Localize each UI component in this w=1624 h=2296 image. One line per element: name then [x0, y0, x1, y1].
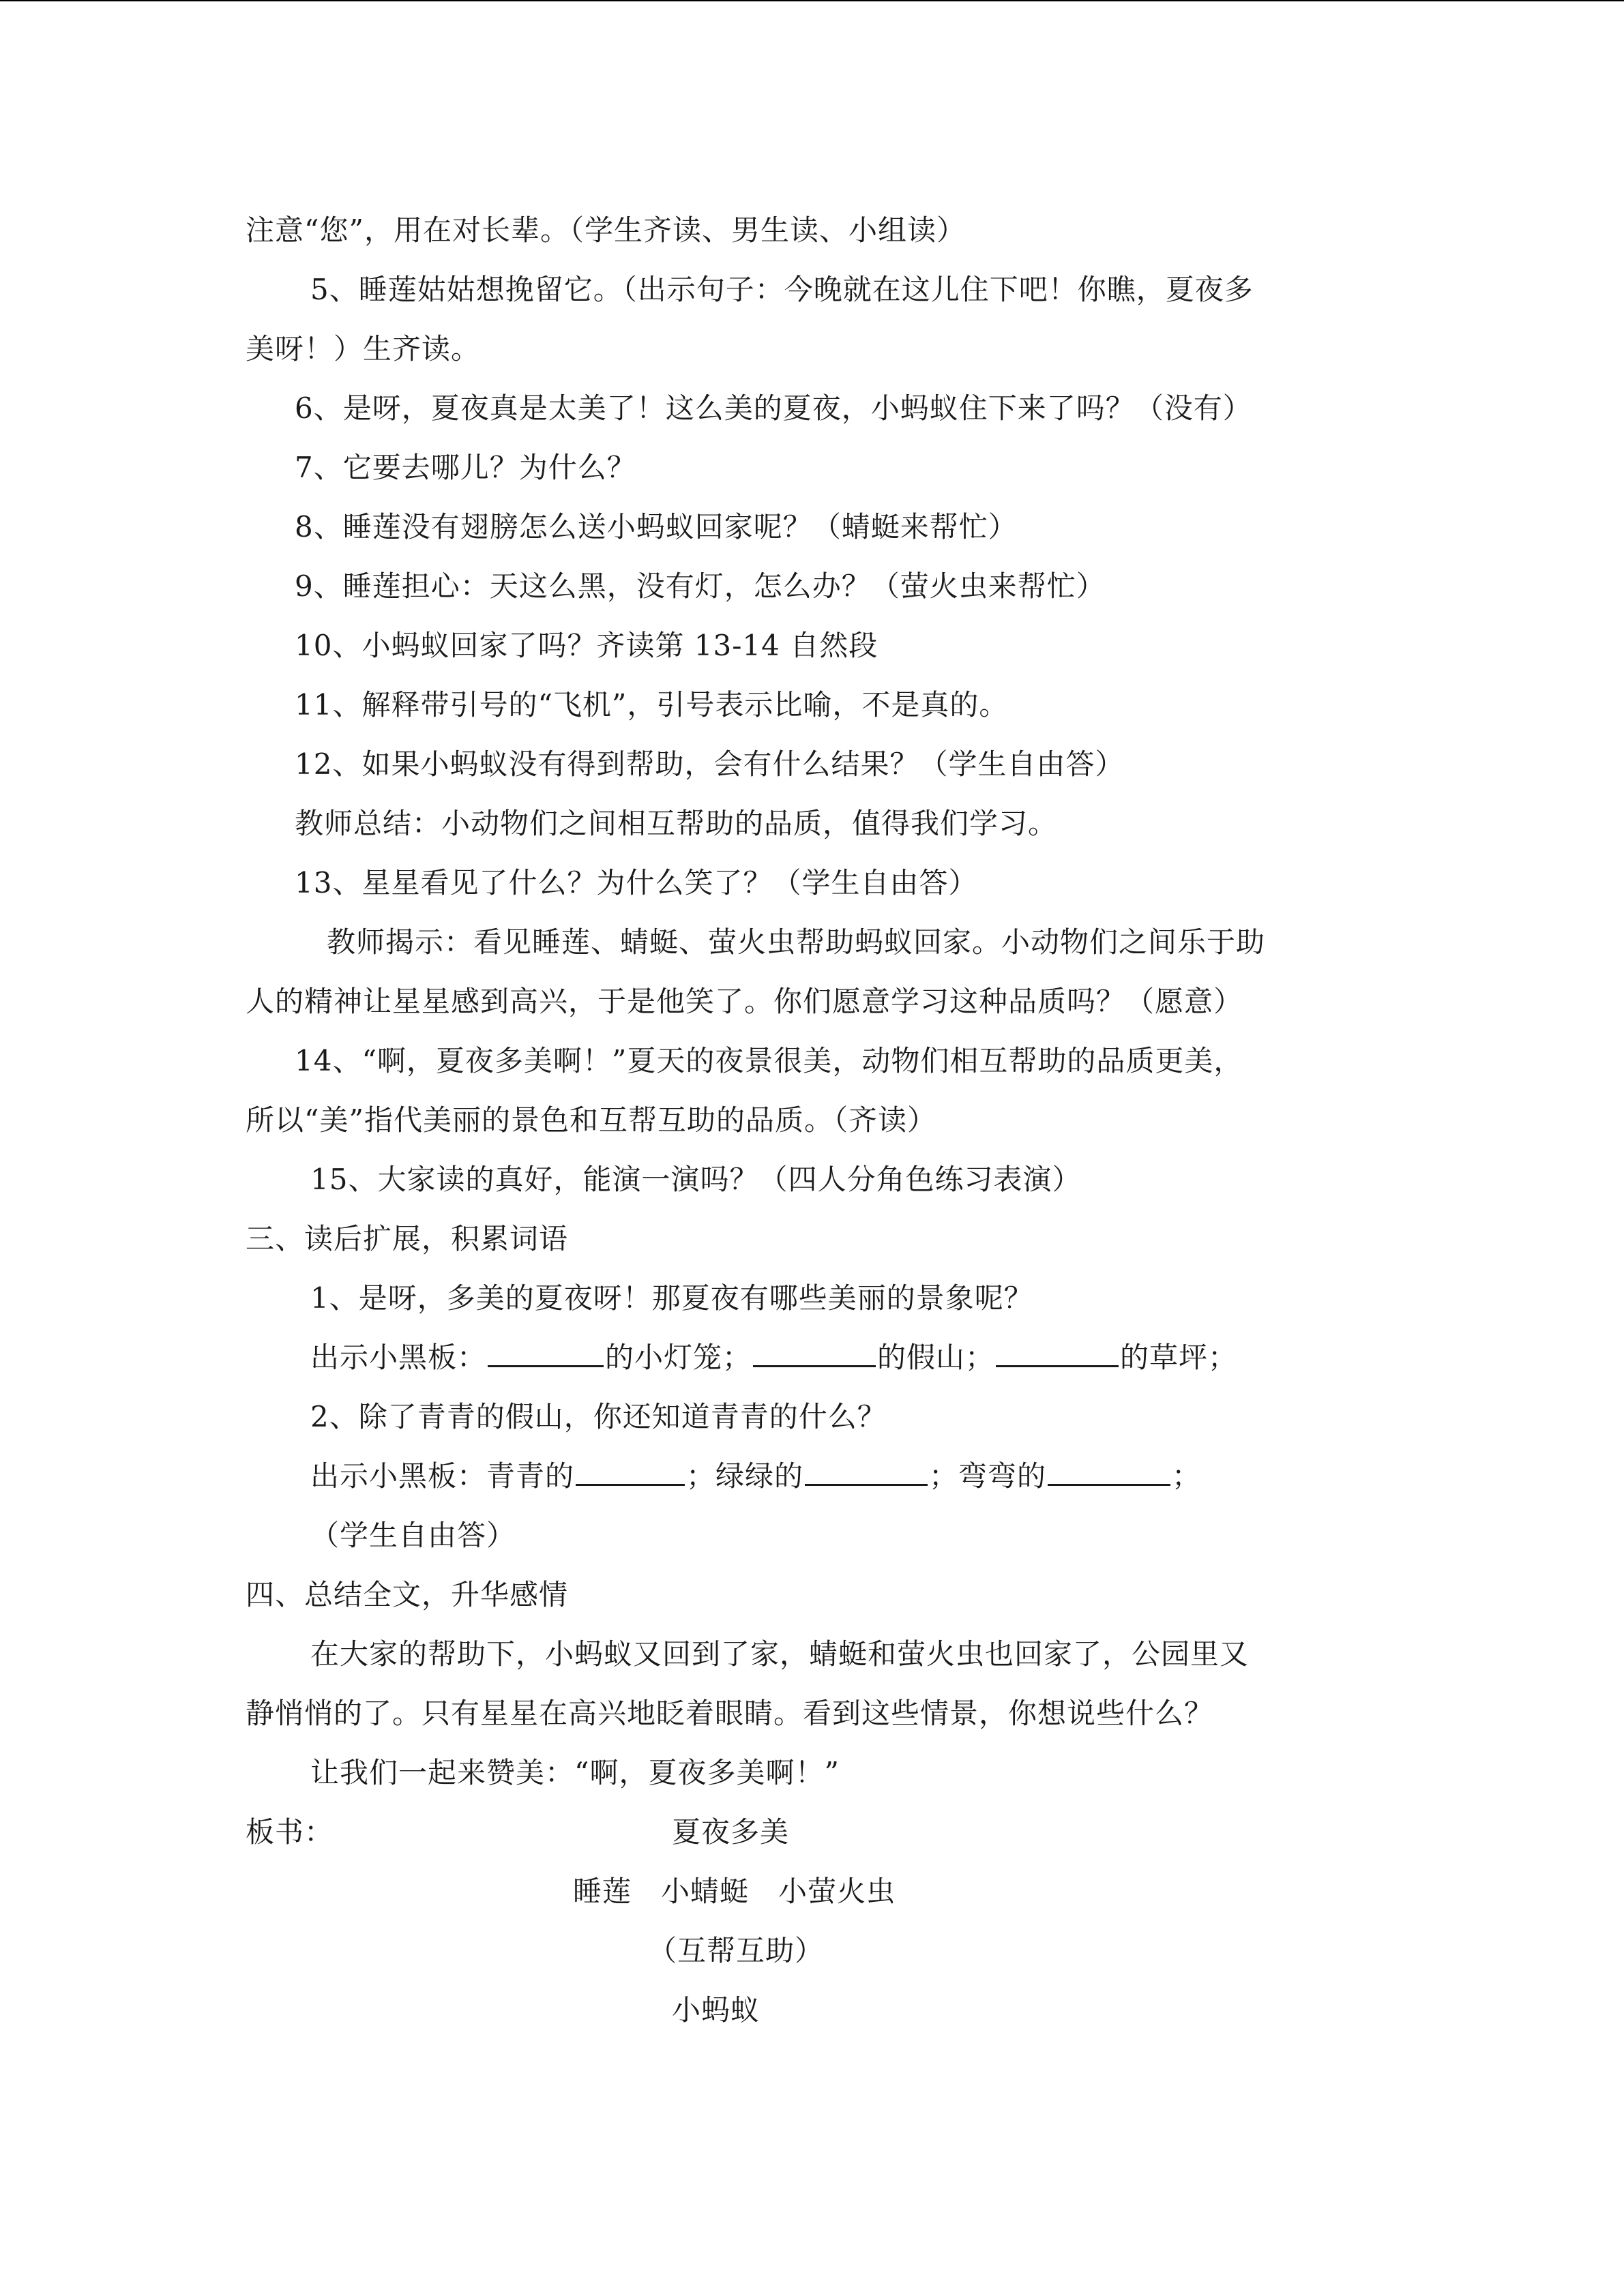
fill-prefix: 出示小黑板： — [310, 1341, 487, 1374]
fill-in-line — [310, 1341, 1237, 1375]
board-row: 小蚂蚁 — [672, 1993, 761, 2027]
fill-text: 的小灯笼； — [605, 1341, 752, 1374]
paragraph-line: 人的精神让星星感到高兴，于是他笑了。你们愿意学习这种品质吗？（愿意） — [246, 985, 1243, 1018]
paragraph-line: 在大家的帮助下，小蚂蚁又回到了家，蜻蜓和萤火虫也回家了，公园里又 — [310, 1637, 1250, 1671]
board-row: 睡莲 小蜻蜓 小萤火虫 — [573, 1875, 896, 1908]
board-row: （互帮互助） — [648, 1934, 825, 1967]
section-heading: 三、读后扩展，积累词语 — [246, 1222, 569, 1255]
fill-text: 的假山； — [877, 1341, 995, 1374]
paragraph-line: 教师揭示：看见睡莲、蜻蜓、萤火虫帮助蚂蚁回家。小动物们之间乐于助 — [327, 925, 1266, 959]
paragraph-line: 13、星星看见了什么？为什么笑了？（学生自由答） — [295, 866, 978, 899]
blank-underline — [996, 1342, 1119, 1367]
board-title: 夏夜多美 — [672, 1815, 790, 1849]
paragraph-line: 9、睡莲担心：天这么黑，没有灯，怎么办？（萤火虫来帮忙） — [295, 569, 1106, 603]
paragraph-line: 8、睡莲没有翅膀怎么送小蚂蚁回家呢？（蜻蜓来帮忙） — [295, 510, 1018, 543]
paragraph-line: 1、是呀，多美的夏夜呀！那夏夜有哪些美丽的景象呢？ — [310, 1281, 1033, 1315]
fill-prefix: 出示小黑板：青青的 — [310, 1459, 575, 1493]
blank-underline — [753, 1342, 876, 1367]
blank-underline — [1048, 1461, 1170, 1486]
fill-text: ；弯弯的 — [929, 1459, 1047, 1493]
section-heading: 四、总结全文，升华感情 — [246, 1578, 569, 1611]
board-label: 板书： — [246, 1815, 334, 1849]
paragraph-line: 14、“啊，夏夜多美啊！”夏天的夜景很美，动物们相互帮助的品质更美， — [295, 1044, 1243, 1077]
paragraph-line: 所以“美”指代美丽的景色和互帮互助的品质。（齐读） — [246, 1103, 936, 1137]
paragraph-line: 2、除了青青的假山，你还知道青青的什么？ — [310, 1400, 887, 1433]
paragraph-line: 12、如果小蚂蚁没有得到帮助，会有什么结果？（学生自由答） — [295, 747, 1125, 781]
paragraph-line: 让我们一起来赞美：“啊，夏夜多美啊！” — [310, 1756, 840, 1789]
blank-underline — [576, 1461, 685, 1486]
fill-text: ；绿绿的 — [686, 1459, 804, 1493]
paragraph-line: （学生自由答） — [310, 1519, 516, 1552]
paragraph-line: 注意“您”，用在对长辈。（学生齐读、男生读、小组读） — [246, 213, 966, 247]
paragraph-line: 7、它要去哪儿？为什么？ — [295, 451, 636, 484]
paragraph-line: 6、是呀，夏夜真是太美了！这么美的夏夜，小蚂蚁住下来了吗？（没有） — [295, 391, 1252, 425]
blank-underline — [805, 1461, 928, 1486]
fill-text: ； — [1172, 1459, 1202, 1493]
paragraph-line: 静悄悄的了。只有星星在高兴地眨着眼睛。看到这些情景，你想说些什么？ — [246, 1697, 1214, 1730]
fill-text: 的草坪； — [1120, 1341, 1238, 1374]
paragraph-line: 教师总结：小动物们之间相互帮助的品质，值得我们学习。 — [295, 807, 1058, 840]
blank-underline — [488, 1342, 604, 1367]
paragraph-line: 美呀！）生齐读。 — [246, 332, 481, 366]
paragraph-line: 15、大家读的真好，能演一演吗？（四人分角色练习表演） — [310, 1163, 1082, 1196]
paragraph-line: 11、解释带引号的“飞机”，引号表示比喻，不是真的。 — [295, 688, 1009, 721]
paragraph-line: 5、睡莲姑姑想挽留它。（出示句子：今晚就在这儿住下吧！你瞧，夏夜多 — [310, 273, 1254, 306]
paragraph-line: 10、小蚂蚁回家了吗？齐读第 13-14 自然段 — [295, 629, 879, 662]
fill-in-line — [310, 1459, 1201, 1493]
